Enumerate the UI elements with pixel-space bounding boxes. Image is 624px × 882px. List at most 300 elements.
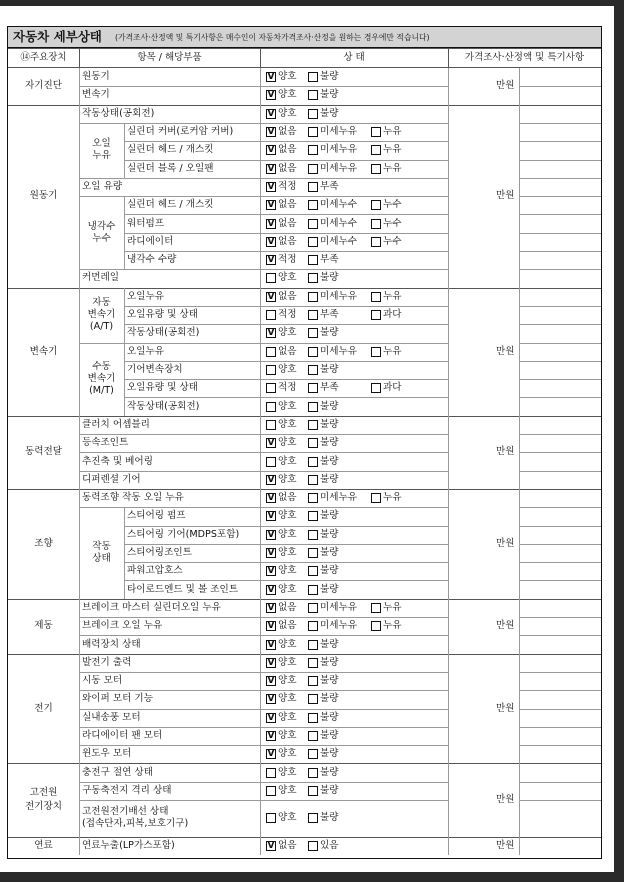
column-divider bbox=[519, 763, 520, 836]
checkbox-unchecked[interactable] bbox=[371, 621, 381, 631]
checkbox-checked[interactable]: V bbox=[267, 511, 275, 522]
checkbox-checked[interactable]: V bbox=[267, 127, 275, 138]
checkbox-unchecked[interactable] bbox=[308, 749, 318, 759]
option-label: 없음 bbox=[278, 345, 297, 357]
checkbox-unchecked[interactable] bbox=[308, 145, 318, 155]
section-label-line: 제동 bbox=[34, 620, 53, 632]
checkbox-unchecked[interactable] bbox=[308, 841, 318, 851]
option-label: 없음 bbox=[278, 217, 297, 229]
option-label: 불량 bbox=[320, 583, 339, 595]
checkbox-unchecked[interactable] bbox=[308, 402, 318, 412]
row-divider bbox=[519, 343, 601, 344]
option-label: 없음 bbox=[278, 126, 297, 138]
item-label: 윈도우 모터 bbox=[82, 748, 132, 760]
row-divider bbox=[79, 617, 448, 618]
checkbox-checked[interactable]: V bbox=[267, 438, 275, 449]
option-label: 미세누수 bbox=[320, 235, 358, 247]
price-unit: 만원 bbox=[496, 80, 515, 92]
option-label: 양호 bbox=[278, 272, 297, 284]
checkbox-unchecked[interactable] bbox=[308, 585, 318, 595]
row-divider bbox=[519, 709, 601, 710]
checkbox-unchecked[interactable] bbox=[308, 694, 318, 704]
option-label: 없음 bbox=[278, 290, 297, 302]
row-divider bbox=[124, 233, 448, 234]
row-divider bbox=[124, 544, 448, 545]
checkbox-unchecked[interactable] bbox=[308, 365, 318, 375]
checkbox-checked[interactable]: V bbox=[267, 602, 275, 613]
column-divider bbox=[448, 105, 449, 288]
item-label: 기어변속장치 bbox=[127, 363, 183, 375]
option-label: 양호 bbox=[278, 766, 297, 778]
section-label-line: 연료 bbox=[34, 839, 53, 851]
checkbox-checked[interactable]: V bbox=[267, 694, 275, 705]
checkbox-unchecked[interactable] bbox=[308, 676, 318, 686]
option-label: 미세누유 bbox=[320, 162, 358, 174]
option-label: 불량 bbox=[320, 107, 339, 119]
row-divider bbox=[8, 416, 601, 417]
option-label: 양호 bbox=[278, 711, 297, 723]
column-divider bbox=[519, 489, 520, 599]
column-divider bbox=[519, 416, 520, 489]
option-label: 불량 bbox=[320, 528, 339, 540]
column-divider bbox=[79, 489, 80, 599]
row-divider bbox=[519, 196, 601, 197]
item-label: 라디에이터 bbox=[127, 235, 174, 247]
checkbox-unchecked[interactable] bbox=[308, 786, 318, 796]
option-label: 적정 bbox=[278, 309, 297, 321]
item-label: 커먼레일 bbox=[82, 272, 120, 284]
column-divider bbox=[519, 288, 520, 416]
sub-group-line: (A/T) bbox=[89, 321, 114, 333]
checkbox-unchecked[interactable] bbox=[308, 310, 318, 320]
row-divider bbox=[124, 306, 448, 307]
row-divider bbox=[124, 214, 448, 215]
item-label: 클러치 어셈블리 bbox=[82, 418, 150, 430]
option-label: 불량 bbox=[320, 473, 339, 485]
option-label: 누유 bbox=[383, 620, 402, 632]
row-divider bbox=[79, 123, 124, 124]
checkbox-unchecked[interactable] bbox=[371, 127, 381, 137]
option-label: 불량 bbox=[320, 565, 339, 577]
option-label: 양호 bbox=[278, 693, 297, 705]
section-label-line: 변속기 bbox=[29, 345, 58, 357]
price-unit: 만원 bbox=[496, 702, 515, 714]
row-divider bbox=[124, 580, 448, 581]
row-divider bbox=[79, 782, 448, 783]
checkbox-checked[interactable]: V bbox=[267, 236, 275, 247]
row-divider bbox=[124, 361, 448, 362]
price-unit: 만원 bbox=[496, 537, 515, 549]
option-label: 양호 bbox=[278, 528, 297, 540]
section-label-line: 고전원 bbox=[29, 787, 58, 799]
checkbox-checked[interactable]: V bbox=[267, 676, 275, 687]
item-label: 등속조인트 bbox=[82, 437, 129, 449]
item-label: 연료누출(LP가스포함) bbox=[82, 839, 175, 851]
column-divider bbox=[260, 288, 261, 416]
row-divider bbox=[124, 397, 448, 398]
row-divider bbox=[8, 67, 601, 68]
checkbox-unchecked[interactable] bbox=[308, 292, 318, 302]
checkbox-unchecked[interactable] bbox=[308, 493, 318, 503]
row-divider bbox=[79, 434, 448, 435]
item-label: 오일유량 및 상태 bbox=[127, 382, 198, 394]
item-label: 작동상태(공회전) bbox=[127, 400, 200, 412]
row-divider bbox=[519, 635, 601, 636]
checkbox-checked[interactable]: V bbox=[267, 474, 275, 485]
checkbox-unchecked[interactable] bbox=[308, 420, 318, 430]
column-divider bbox=[519, 599, 520, 654]
option-label: 양호 bbox=[278, 71, 297, 83]
item-label: 실내송풍 모터 bbox=[82, 711, 141, 723]
row-divider bbox=[124, 141, 448, 142]
option-label: 없음 bbox=[278, 144, 297, 156]
checkbox-checked[interactable]: V bbox=[267, 163, 275, 174]
row-divider bbox=[124, 160, 448, 161]
column-divider bbox=[448, 288, 449, 416]
checkbox-unchecked[interactable] bbox=[371, 292, 381, 302]
row-divider bbox=[124, 526, 448, 527]
checkbox-unchecked[interactable] bbox=[308, 603, 318, 613]
option-label: 양호 bbox=[278, 437, 297, 449]
checkbox-unchecked[interactable] bbox=[308, 219, 318, 229]
checkbox-unchecked[interactable] bbox=[308, 731, 318, 741]
checkbox-checked[interactable]: V bbox=[267, 712, 275, 723]
option-label: 누유 bbox=[383, 144, 402, 156]
checkbox-checked[interactable]: V bbox=[267, 584, 275, 595]
item-label: 라디에이터 팬 모터 bbox=[82, 730, 163, 742]
row-divider bbox=[124, 324, 448, 325]
option-label: 양호 bbox=[278, 638, 297, 650]
row-divider bbox=[519, 562, 601, 563]
option-label: 미세누유 bbox=[320, 492, 358, 504]
checkbox-unchecked[interactable] bbox=[371, 347, 381, 357]
option-label: 적정 bbox=[278, 180, 297, 192]
option-label: 양호 bbox=[278, 363, 297, 375]
option-label: 부족 bbox=[320, 382, 339, 394]
item-label: 오일유량 및 상태 bbox=[127, 309, 198, 321]
option-label: 양호 bbox=[278, 473, 297, 485]
column-divider bbox=[260, 599, 261, 654]
checkbox-unchecked[interactable] bbox=[308, 768, 318, 778]
checkbox-checked[interactable]: V bbox=[267, 529, 275, 540]
sub-group-line: 자동 bbox=[92, 297, 111, 309]
price-unit: 만원 bbox=[496, 794, 515, 806]
option-label: 누유 bbox=[383, 345, 402, 357]
checkbox-unchecked[interactable] bbox=[308, 457, 318, 467]
option-label: 누유 bbox=[383, 492, 402, 504]
checkbox-unchecked[interactable] bbox=[371, 164, 381, 174]
section-label-elec bbox=[8, 702, 79, 716]
sub-group-label bbox=[79, 138, 124, 162]
checkbox-unchecked[interactable] bbox=[308, 182, 318, 192]
item-label: 시동 모터 bbox=[82, 675, 123, 687]
row-divider bbox=[519, 526, 601, 527]
checkbox-unchecked[interactable] bbox=[308, 237, 318, 247]
checkbox-unchecked[interactable] bbox=[308, 164, 318, 174]
item-label: 발전기 출력 bbox=[82, 656, 132, 668]
option-label: 양호 bbox=[278, 107, 297, 119]
item-label: 냉각수 수량 bbox=[127, 254, 177, 266]
checkbox-checked[interactable]: V bbox=[267, 731, 275, 742]
column-divider bbox=[79, 837, 80, 855]
option-label: 없음 bbox=[278, 620, 297, 632]
checkbox-unchecked[interactable] bbox=[266, 310, 276, 320]
checkbox-unchecked[interactable] bbox=[308, 200, 318, 210]
row-divider bbox=[79, 196, 124, 197]
checkbox-checked[interactable]: V bbox=[267, 621, 275, 632]
checkbox-unchecked[interactable] bbox=[371, 145, 381, 155]
item-label-line: 고전원전기배선 상태 bbox=[82, 806, 169, 818]
checkbox-checked[interactable]: V bbox=[267, 566, 275, 577]
checkbox-unchecked[interactable] bbox=[371, 383, 381, 393]
sub-group-line: 누수 bbox=[92, 232, 111, 244]
option-label: 미세누유 bbox=[320, 345, 358, 357]
checkbox-unchecked[interactable] bbox=[308, 438, 318, 448]
checkbox-checked[interactable]: V bbox=[267, 328, 275, 339]
header-device: ⑭주요장치 bbox=[20, 52, 67, 63]
item-label: 와이퍼 모터 기능 bbox=[82, 693, 153, 705]
column-divider bbox=[260, 416, 261, 489]
page-edge-bottom bbox=[0, 872, 624, 882]
column-divider bbox=[124, 288, 125, 343]
checkbox-unchecked[interactable] bbox=[266, 786, 276, 796]
checkbox-unchecked[interactable] bbox=[371, 237, 381, 247]
checkbox-checked[interactable]: V bbox=[267, 90, 275, 101]
checkbox-unchecked[interactable] bbox=[308, 640, 318, 650]
checkbox-unchecked[interactable] bbox=[308, 109, 318, 119]
checkbox-unchecked[interactable] bbox=[266, 365, 276, 375]
checkbox-unchecked[interactable] bbox=[308, 511, 318, 521]
option-label: 미세누유 bbox=[320, 290, 358, 302]
checkbox-unchecked[interactable] bbox=[308, 383, 318, 393]
price-unit: 만원 bbox=[496, 620, 515, 632]
page-edge-right bbox=[614, 0, 624, 882]
row-divider bbox=[519, 745, 601, 746]
column-divider bbox=[124, 343, 125, 416]
sub-group-label bbox=[79, 297, 124, 333]
option-label: 불량 bbox=[320, 748, 339, 760]
sub-group-line: 수동 bbox=[92, 361, 111, 373]
checkbox-unchecked[interactable] bbox=[308, 328, 318, 338]
checkbox-unchecked[interactable] bbox=[308, 530, 318, 540]
section-label-line: 전기 bbox=[34, 702, 53, 714]
checkbox-checked[interactable]: V bbox=[267, 639, 275, 650]
checkbox-unchecked[interactable] bbox=[371, 603, 381, 613]
checkbox-unchecked[interactable] bbox=[308, 475, 318, 485]
checkbox-checked[interactable]: V bbox=[267, 181, 275, 192]
checkbox-unchecked[interactable] bbox=[266, 383, 276, 393]
column-divider bbox=[448, 599, 449, 654]
option-label: 양호 bbox=[278, 400, 297, 412]
row-divider bbox=[124, 251, 448, 252]
column-divider bbox=[124, 507, 125, 599]
column-divider bbox=[79, 68, 80, 105]
checkbox-unchecked[interactable] bbox=[308, 566, 318, 576]
price-unit: 만원 bbox=[496, 839, 515, 851]
row-divider bbox=[8, 837, 601, 838]
section-label-engine bbox=[8, 189, 79, 203]
item-label: 배력장치 상태 bbox=[82, 638, 141, 650]
section-label-trans bbox=[8, 345, 79, 359]
checkbox-checked[interactable]: V bbox=[267, 218, 275, 229]
option-label: 부족 bbox=[320, 254, 339, 266]
item-label-line: (접속단자,피복,보호기구) bbox=[82, 818, 189, 830]
checkbox-checked[interactable]: V bbox=[267, 548, 275, 558]
checkbox-unchecked[interactable] bbox=[308, 713, 318, 723]
row-divider bbox=[519, 397, 601, 398]
checkbox-unchecked[interactable] bbox=[266, 347, 276, 357]
checkbox-unchecked[interactable] bbox=[308, 127, 318, 137]
option-label: 누유 bbox=[383, 290, 402, 302]
checkbox-unchecked[interactable] bbox=[308, 255, 318, 265]
item-label: 스티어링 펌프 bbox=[127, 510, 186, 522]
row-divider bbox=[519, 141, 601, 142]
form-title-note: (가격조사·산정액 및 특기사항은 매수인이 자동차가격조사·산정을 원하는 경우에만 적습니다) bbox=[115, 33, 430, 42]
row-divider bbox=[519, 672, 601, 673]
sub-group-line: 작동 bbox=[92, 541, 111, 552]
column-divider bbox=[124, 123, 125, 178]
checkbox-unchecked[interactable] bbox=[266, 768, 276, 778]
option-label: 양호 bbox=[278, 748, 297, 760]
row-divider bbox=[519, 690, 601, 691]
row-divider bbox=[79, 452, 448, 453]
row-divider bbox=[79, 178, 124, 179]
column-divider bbox=[79, 599, 80, 654]
sub-group-label bbox=[79, 221, 124, 245]
checkbox-unchecked[interactable] bbox=[371, 219, 381, 229]
checkbox-checked[interactable]: V bbox=[267, 657, 275, 668]
column-divider bbox=[79, 654, 80, 764]
checkbox-checked[interactable]: V bbox=[267, 72, 275, 83]
item-label: 추진축 및 베어링 bbox=[82, 455, 153, 467]
row-divider bbox=[519, 160, 601, 161]
checkbox-unchecked[interactable] bbox=[308, 548, 318, 558]
checkbox-unchecked[interactable] bbox=[266, 273, 276, 283]
checkbox-unchecked[interactable] bbox=[308, 273, 318, 283]
column-divider bbox=[448, 837, 449, 855]
checkbox-checked[interactable]: V bbox=[267, 145, 275, 156]
sub-group-line: 변속기 bbox=[87, 373, 116, 385]
checkbox-unchecked[interactable] bbox=[308, 658, 318, 668]
item-label: 실린더 커버(로커암 커버) bbox=[127, 126, 234, 138]
item-label: 작동상태(공회전) bbox=[127, 327, 200, 339]
price-unit: 만원 bbox=[496, 345, 515, 357]
option-label: 없음 bbox=[278, 492, 297, 504]
option-label: 불량 bbox=[320, 656, 339, 668]
row-divider bbox=[519, 306, 601, 307]
option-label: 없음 bbox=[278, 162, 297, 174]
option-label: 없음 bbox=[278, 839, 297, 851]
checkbox-checked[interactable]: V bbox=[267, 749, 275, 760]
column-divider bbox=[448, 416, 449, 489]
row-divider bbox=[79, 178, 448, 179]
option-label: 미세누수 bbox=[320, 217, 358, 229]
sub-group-line: 냉각수 bbox=[87, 220, 116, 232]
section-label-line: 원동기 bbox=[29, 190, 58, 202]
checkbox-checked[interactable]: V bbox=[267, 840, 275, 851]
option-label: 양호 bbox=[278, 547, 297, 558]
option-label: 불량 bbox=[320, 437, 339, 449]
checkbox-checked[interactable]: V bbox=[267, 200, 275, 211]
item-label: 오일 유량 bbox=[82, 180, 123, 192]
row-divider bbox=[79, 196, 448, 197]
column-divider bbox=[519, 105, 520, 288]
option-label: 과다 bbox=[383, 309, 402, 321]
column-divider bbox=[260, 654, 261, 764]
checkbox-unchecked[interactable] bbox=[266, 420, 276, 430]
header-state: 상 태 bbox=[343, 52, 365, 63]
item-label: 실린더 헤드 / 개스킷 bbox=[127, 144, 214, 156]
option-label: 불량 bbox=[320, 71, 339, 83]
checkbox-unchecked[interactable] bbox=[371, 200, 381, 210]
option-label: 불량 bbox=[320, 730, 339, 742]
row-divider bbox=[519, 251, 601, 252]
row-divider bbox=[79, 507, 124, 508]
checkbox-checked[interactable]: V bbox=[267, 255, 275, 266]
option-label: 불량 bbox=[320, 363, 339, 375]
option-label: 누유 bbox=[383, 162, 402, 174]
option-label: 양호 bbox=[278, 812, 297, 824]
option-label: 양호 bbox=[278, 583, 297, 595]
row-divider bbox=[79, 343, 124, 344]
item-label: 작동상태(공회전) bbox=[82, 107, 155, 119]
option-label: 미세누유 bbox=[320, 126, 358, 138]
checkbox-checked[interactable]: V bbox=[267, 493, 275, 504]
row-divider bbox=[79, 727, 448, 728]
column-divider bbox=[519, 837, 520, 855]
checkbox-unchecked[interactable] bbox=[308, 72, 318, 82]
option-label: 불량 bbox=[320, 766, 339, 778]
option-label: 양호 bbox=[278, 675, 297, 687]
checkbox-unchecked[interactable] bbox=[308, 621, 318, 631]
checkbox-checked[interactable]: V bbox=[267, 108, 275, 119]
checkbox-unchecked[interactable] bbox=[266, 813, 276, 823]
checkbox-unchecked[interactable] bbox=[266, 402, 276, 412]
header-item: 항목 / 해당부품 bbox=[137, 52, 202, 63]
checkbox-unchecked[interactable] bbox=[371, 493, 381, 503]
row-divider bbox=[79, 709, 448, 710]
column-divider bbox=[519, 68, 520, 105]
checkbox-unchecked[interactable] bbox=[308, 90, 318, 100]
column-divider bbox=[448, 763, 449, 836]
checkbox-checked[interactable]: V bbox=[267, 291, 275, 302]
item-label: 오일누유 bbox=[127, 345, 165, 357]
row-divider bbox=[79, 745, 448, 746]
option-label: 불량 bbox=[320, 812, 339, 824]
row-divider bbox=[8, 654, 601, 655]
row-divider bbox=[8, 763, 601, 764]
row-divider bbox=[519, 452, 601, 453]
row-divider bbox=[519, 86, 601, 87]
row-divider bbox=[519, 434, 601, 435]
option-label: 불량 bbox=[320, 455, 339, 467]
option-label: 불량 bbox=[320, 272, 339, 284]
row-divider bbox=[519, 544, 601, 545]
item-label: 파워고압호스 bbox=[127, 565, 183, 577]
checkbox-unchecked[interactable] bbox=[308, 347, 318, 357]
column-divider bbox=[260, 48, 261, 68]
checkbox-unchecked[interactable] bbox=[371, 310, 381, 320]
option-label: 미세누유 bbox=[320, 620, 358, 632]
item-label: 타이로드엔드 및 볼 조인트 bbox=[127, 583, 239, 595]
checkbox-unchecked[interactable] bbox=[266, 457, 276, 467]
checkbox-unchecked[interactable] bbox=[308, 813, 318, 823]
option-label: 적정 bbox=[278, 254, 297, 266]
row-divider bbox=[519, 214, 601, 215]
section-label-line: 동력전달 bbox=[24, 446, 63, 458]
option-label: 있음 bbox=[320, 839, 339, 851]
option-label: 미세누수 bbox=[320, 199, 358, 211]
